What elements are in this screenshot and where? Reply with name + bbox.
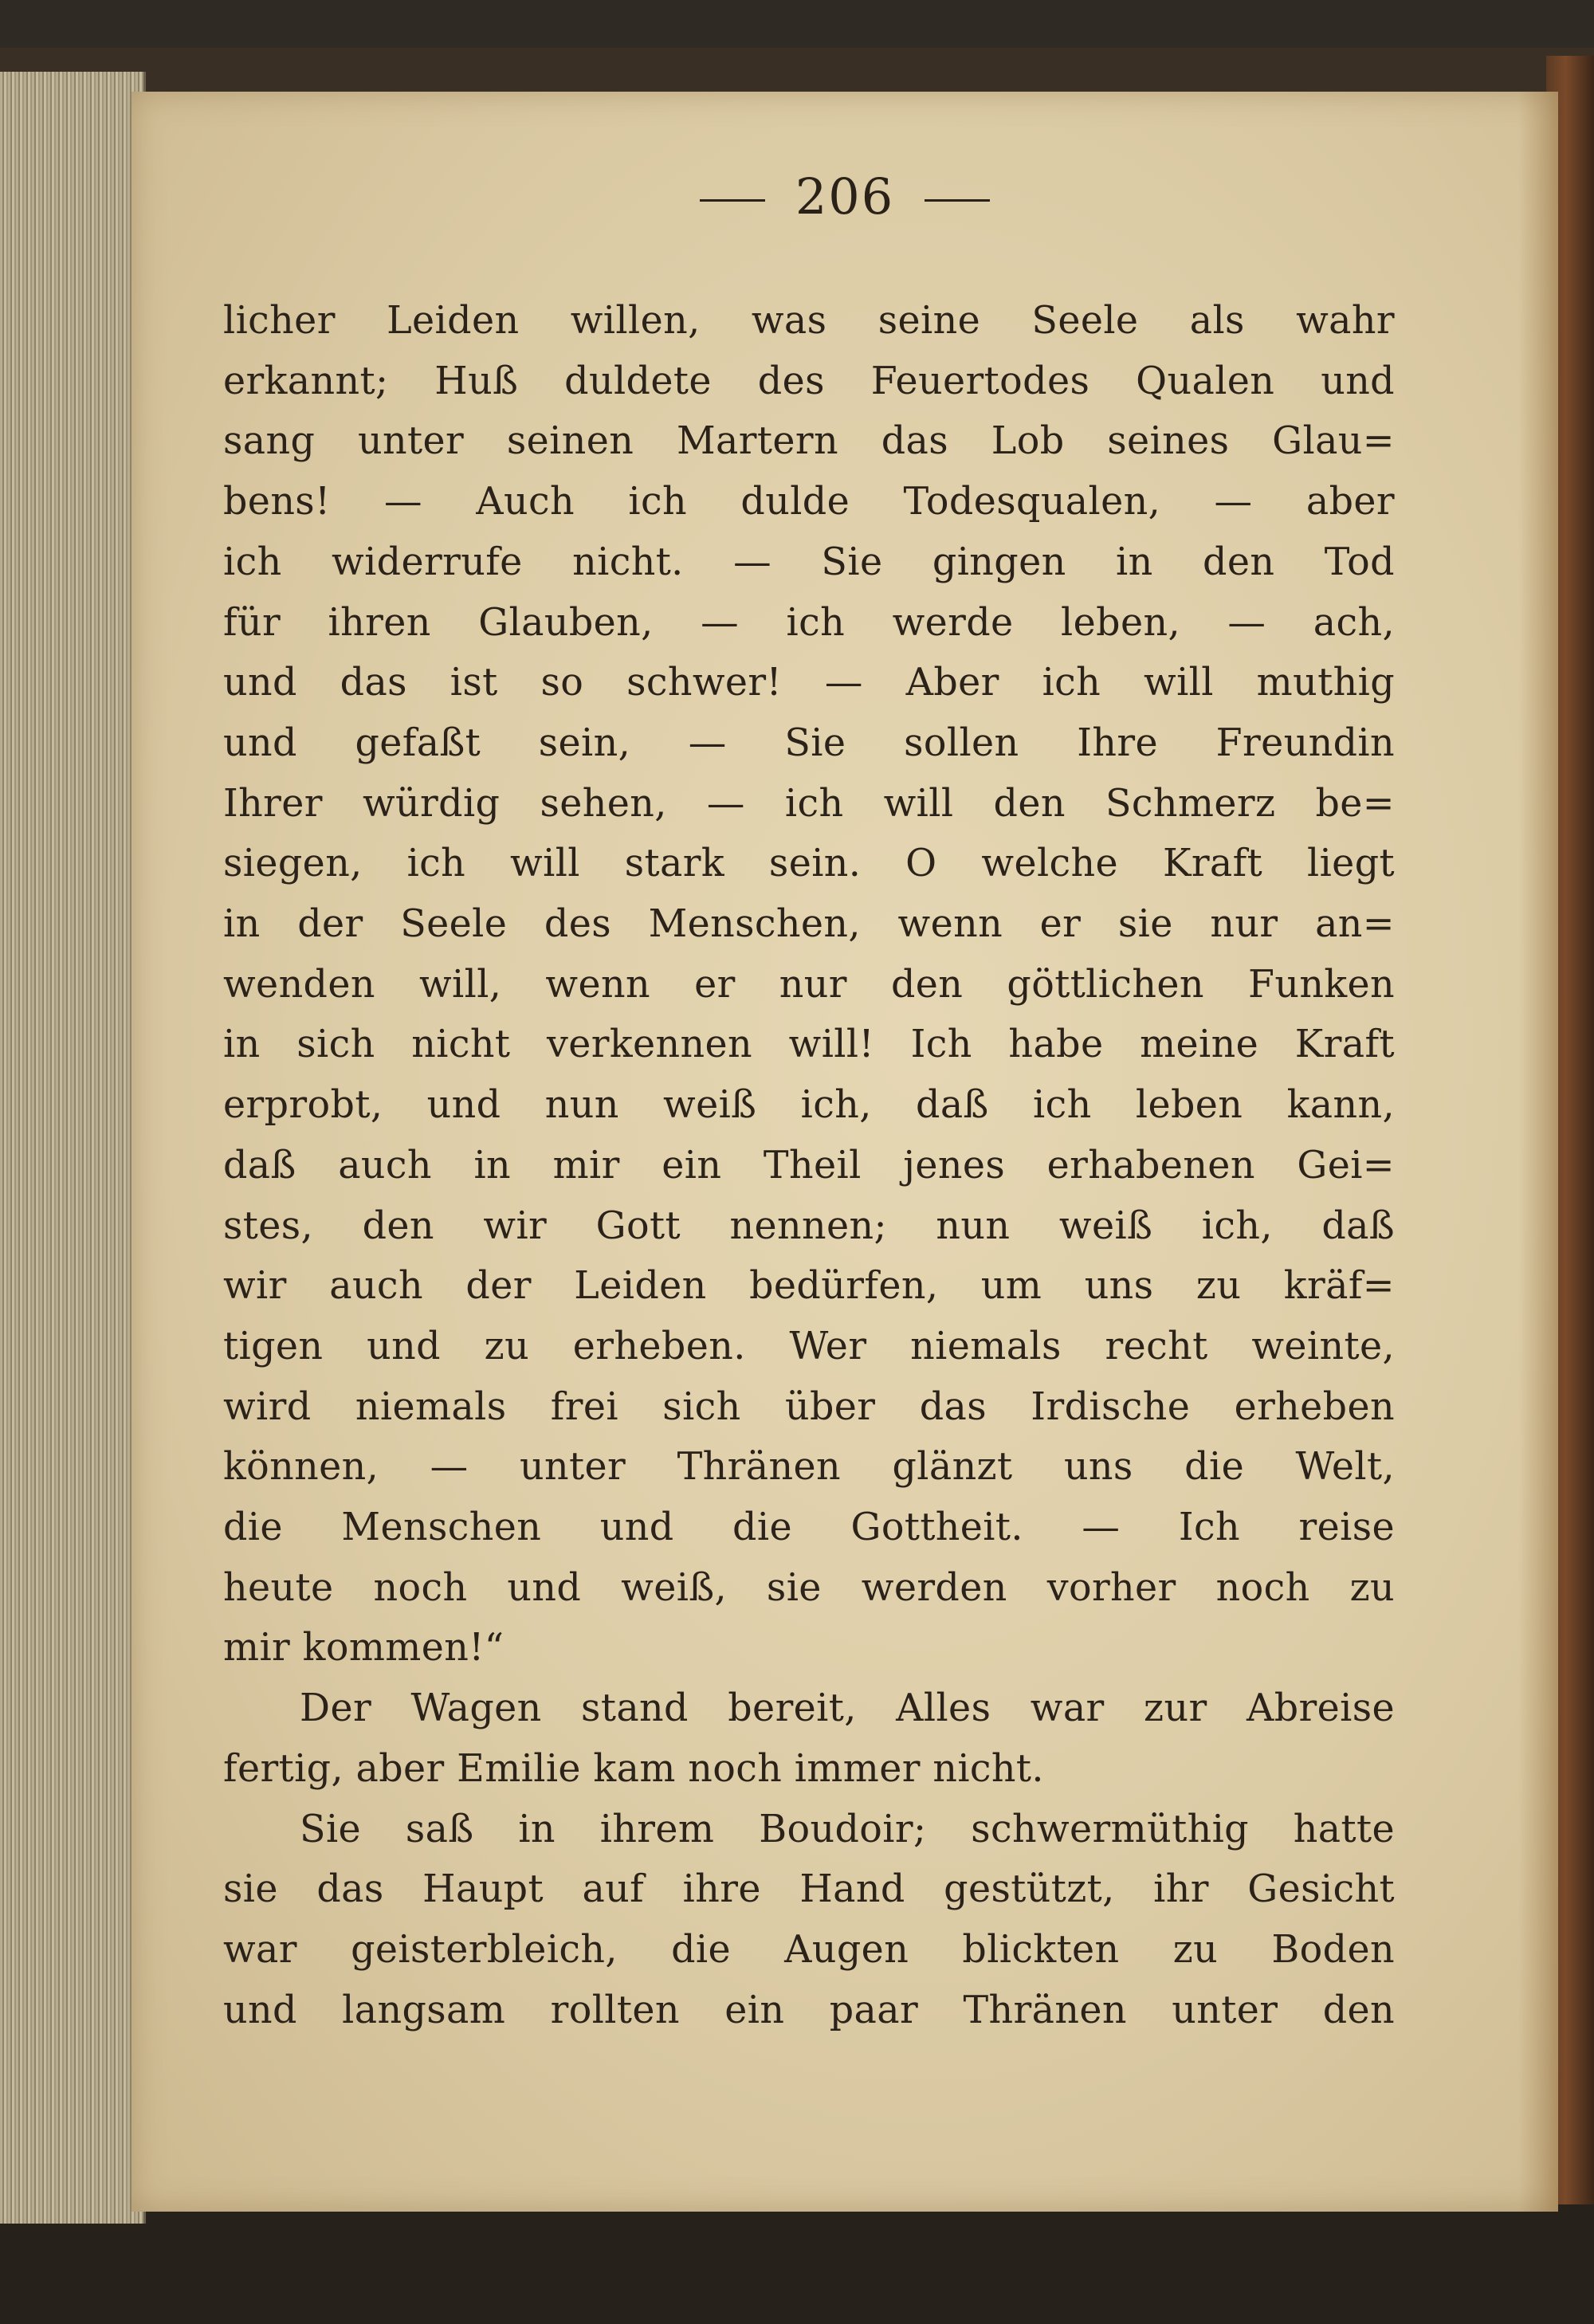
- text-line: und gefaßt sein, — Sie sollen Ihre Freundin: [223, 720, 1395, 765]
- text-line: ich widerrufe nicht. — Sie gingen in den Tod: [223, 540, 1395, 584]
- text-line: erprobt, und nun weiß ich, daß ich leben kann,: [223, 1083, 1395, 1128]
- text-line: die Menschen und die Gottheit. — Ich reise: [223, 1505, 1395, 1550]
- book-page: [132, 92, 1558, 2212]
- text-line: wir auch der Leiden bedürfen, um uns zu kräf=: [223, 1264, 1395, 1309]
- text-line: tigen und zu erheben. Wer niemals recht weinte,: [223, 1324, 1395, 1368]
- text-line: war geisterbleich, die Augen blickten zu Boden: [223, 1927, 1395, 1972]
- text-line: können, — unter Thränen glänzt uns die Welt,: [223, 1445, 1395, 1490]
- text-line: siegen, ich will stark sein. O welche Kraft liegt: [223, 842, 1395, 886]
- page-edge-shadow: [1518, 92, 1558, 2212]
- text-line: bens! — Auch ich dulde Todesqualen, — aber: [223, 480, 1395, 524]
- paragraph: [223, 1800, 1395, 2041]
- header-dash-left: [700, 199, 765, 202]
- text-line: sang unter seinen Martern das Lob seines Glau=: [223, 419, 1395, 464]
- page-body-text: [223, 291, 1395, 2040]
- page-number: 206: [795, 167, 895, 226]
- text-line: licher Leiden willen, was seine Seele als wahr: [223, 299, 1395, 343]
- text-line: in sich nicht verkennen will! Ich habe meine Kraft: [223, 1023, 1395, 1067]
- text-line: stes, den wir Gott nennen; nun weiß ich, daß: [223, 1203, 1395, 1248]
- text-line: daß auch in mir ein Theil jenes erhabenen Gei=: [223, 1143, 1395, 1188]
- text-line: sie das Haupt auf ihre Hand gestützt, ihr Gesicht: [223, 1867, 1395, 1912]
- text-line: und das ist so schwer! — Aber ich will muthig: [223, 661, 1395, 705]
- paragraph: [223, 1678, 1395, 1799]
- text-line: Sie saß in ihrem Boudoir; schwermüthig hatte: [300, 1807, 1395, 1851]
- background-surface: [0, 2204, 1594, 2324]
- text-line: für ihren Glauben, — ich werde leben, — ach,: [223, 600, 1395, 645]
- text-line: in der Seele des Menschen, wenn er sie nur an=: [223, 902, 1395, 947]
- page-stack-edge: [0, 72, 146, 2224]
- paragraph: [223, 291, 1395, 1678]
- page-header: [132, 167, 1558, 226]
- text-line: heute noch und weiß, sie werden vorher noch zu: [223, 1565, 1395, 1610]
- text-line: Ihrer würdig sehen, — ich will den Schmerz be=: [223, 781, 1395, 826]
- text-line: fertig, aber Emilie kam noch immer nicht.: [223, 1746, 1044, 1791]
- text-line: erkannt; Huß duldete des Feuertodes Qualen und: [223, 359, 1395, 403]
- text-line: und langsam rollten ein paar Thränen unter den: [223, 1988, 1395, 2032]
- text-line: wird niemals frei sich über das Irdische erheben: [223, 1384, 1395, 1429]
- text-line: Der Wagen stand bereit, Alles war zur Abreise: [300, 1686, 1395, 1731]
- text-line: wenden will, wenn er nur den göttlichen Funken: [223, 962, 1395, 1007]
- header-dash-right: [925, 199, 990, 202]
- text-line: mir kommen!“: [223, 1626, 505, 1670]
